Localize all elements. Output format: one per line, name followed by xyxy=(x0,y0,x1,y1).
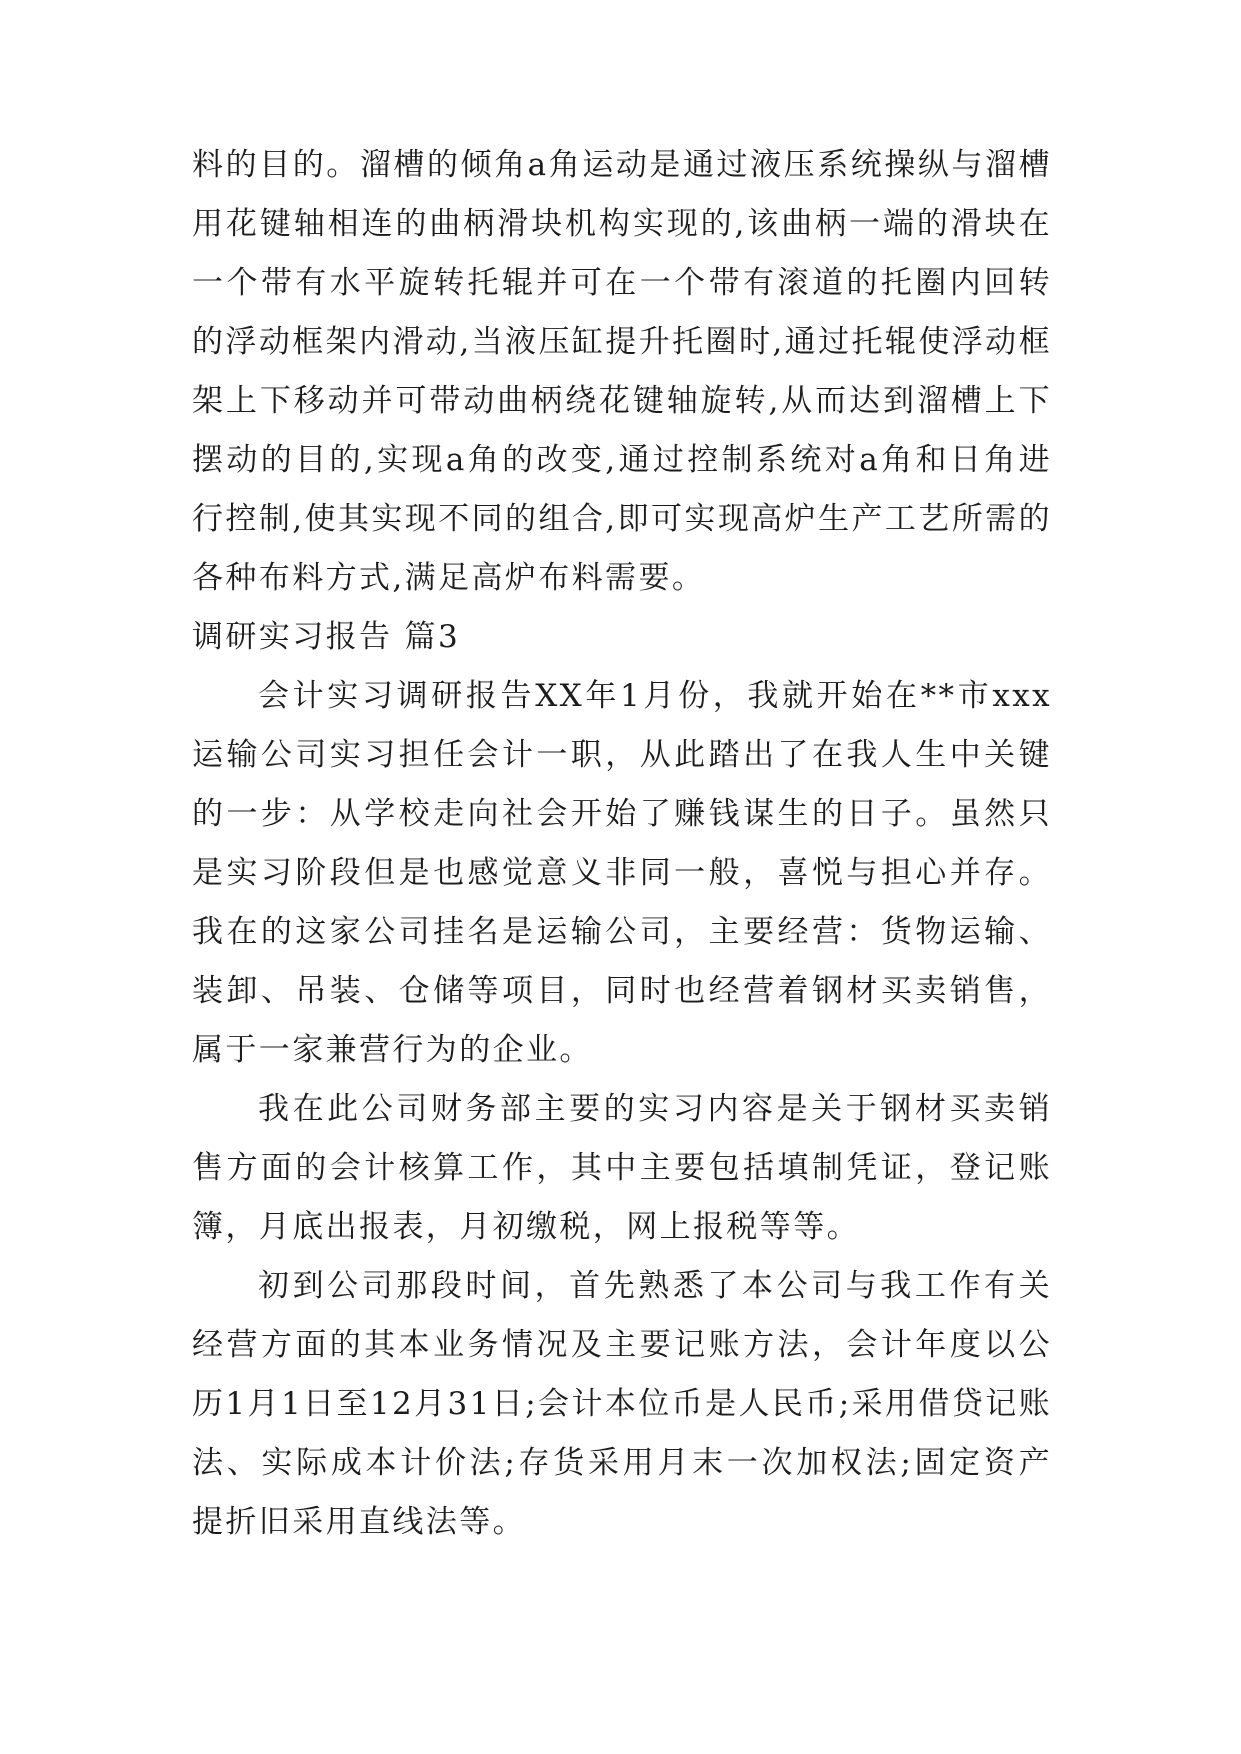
continuation-paragraph: 料的目的。溜槽的倾角a角运动是通过液压系统操纵与溜槽用花键轴相连的曲柄滑块机构实现的,该曲柄一端的滑块在一个带有水平旋转托辊并可在一个带有滚道的托圈内回转的浮动框架内滑动,当液压缸提升托圈时,通过托辊使浮动框架上下移动并可带动曲柄绕花键轴旋转,从而达到溜槽上下摆动的目的,实现a角的改变,通过控制系统对a角和日角进行控制,使其实现不同的组合,即可实现高炉生产工艺所需的各种布料方式,满足高炉布料需要。 xyxy=(192,147,1052,596)
body-paragraph-3: 初到公司那段时间，首先熟悉了本公司与我工作有关经营方面的其本业务情况及主要记账方法，会计年度以公历1月1日至12月31日;会计本位币是人民币;采用借贷记账法、实际成本计价法;存货采用月末一次加权法;固定资产提折旧采用直线法等。 xyxy=(192,1268,1052,1540)
body-paragraph-2: 我在此公司财务部主要的实习内容是关于钢材买卖销售方面的会计核算工作，其中主要包括填制凭证，登记账簿，月底出报表，月初缴税，网上报税等等。 xyxy=(192,1091,1052,1245)
section-heading: 调研实习报告 篇3 xyxy=(192,619,461,655)
body-paragraph-1: 会计实习调研报告XX年1月份，我就开始在**市xxx运输公司实习担任会计一职，从此踏出了在我人生中关键的一步：从学校走向社会开始了赚钱谋生的日子。虽然只是实习阶段但是也感觉意义非同一般，喜悦与担心并存。我在的这家公司挂名是运输公司，主要经营：货物运输、装卸、吊装、仓储等项目，同时也经营着钢材买卖销售，属于一家兼营行为的企业。 xyxy=(192,678,1052,1068)
document-body xyxy=(192,136,1052,1552)
